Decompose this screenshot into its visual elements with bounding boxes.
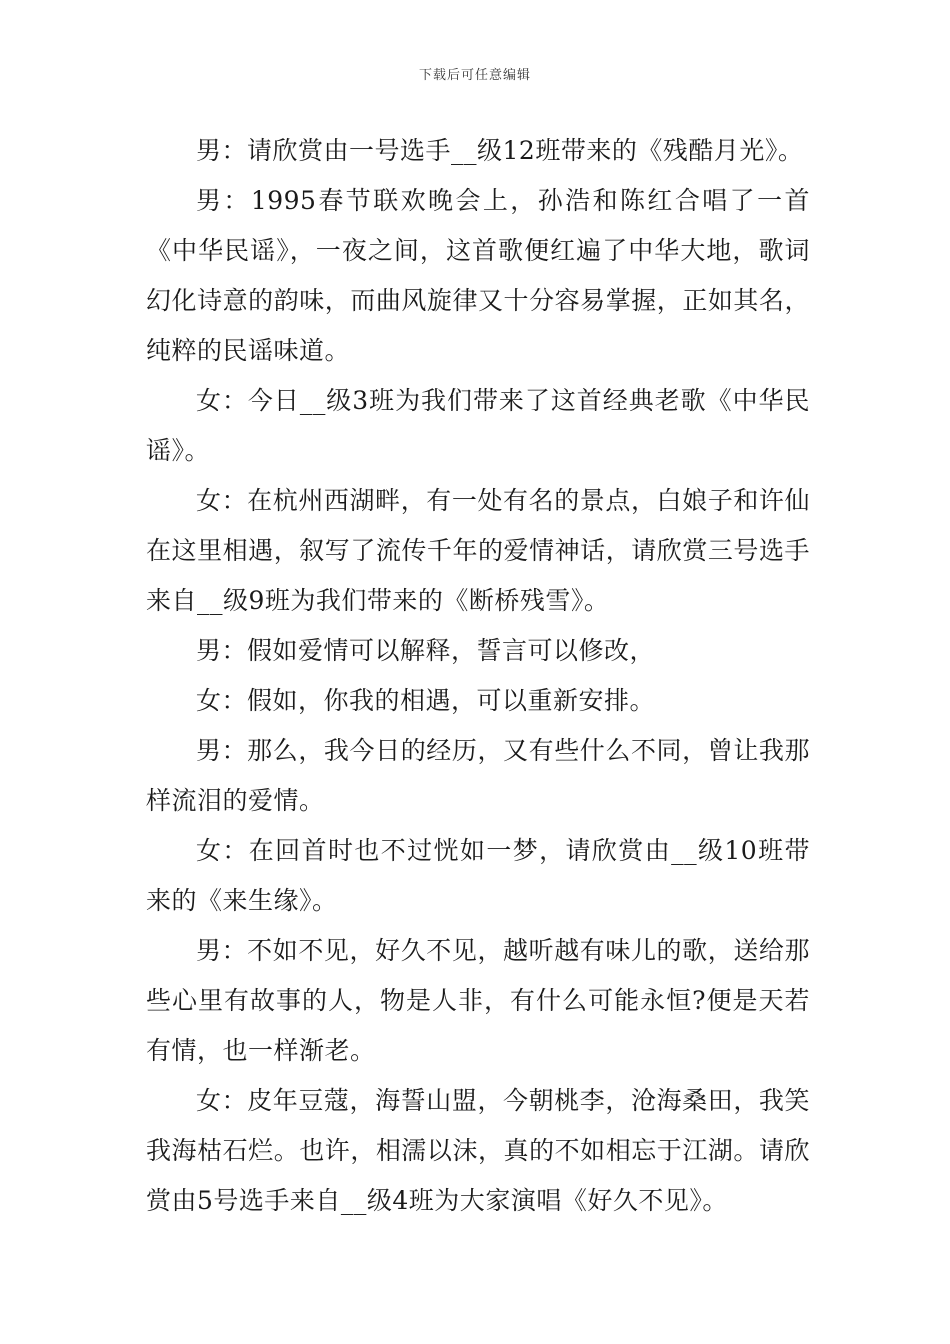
document-body (146, 126, 810, 1226)
paragraph: 女：在回首时也不过恍如一梦，请欣赏由__级10班带来的《来生缘》。 (146, 836, 810, 915)
paragraph: 女：皮年豆蔻，海誓山盟，今朝桃李，沧海桑田，我笑我海枯石烂。也许，相濡以沫，真的不如相忘于江湖。请欣赏由5号选手来自__级4班为大家演唱《好久不见》。 (146, 1086, 810, 1215)
paragraph: 女：在杭州西湖畔，有一处有名的景点，白娘子和许仙在这里相遇，叙写了流传千年的爱情神话，请欣赏三号选手来自__级9班为我们带来的《断桥残雪》。 (146, 486, 810, 615)
paragraph: 女：今日__级3班为我们带来了这首经典老歌《中华民谣》。 (146, 386, 810, 465)
paragraph: 男：假如爱情可以解释，誓言可以修改， (196, 636, 656, 665)
paragraph: 男：请欣赏由一号选手__级12班带来的《残酷月光》。 (196, 136, 804, 165)
page-header: 下载后可任意编辑 (418, 68, 531, 83)
paragraph: 男：1995春节联欢晚会上，孙浩和陈红合唱了一首《中华民谣》，一夜之间，这首歌便红遍了中华大地，歌词幻化诗意的韵味，而曲风旋律又十分容易掌握，正如其名，纯粹的民谣味道。 (146, 186, 810, 365)
paragraph: 男：不如不见，好久不见，越听越有味儿的歌，送给那些心里有故事的人，物是人非，有什么可能永恒?便是天若有情，也一样渐老。 (146, 936, 810, 1065)
paragraph: 女：假如，你我的相遇，可以重新安排。 (196, 686, 656, 715)
paragraph: 男：那么，我今日的经历，又有些什么不同，曾让我那样流泪的爱情。 (146, 736, 810, 815)
